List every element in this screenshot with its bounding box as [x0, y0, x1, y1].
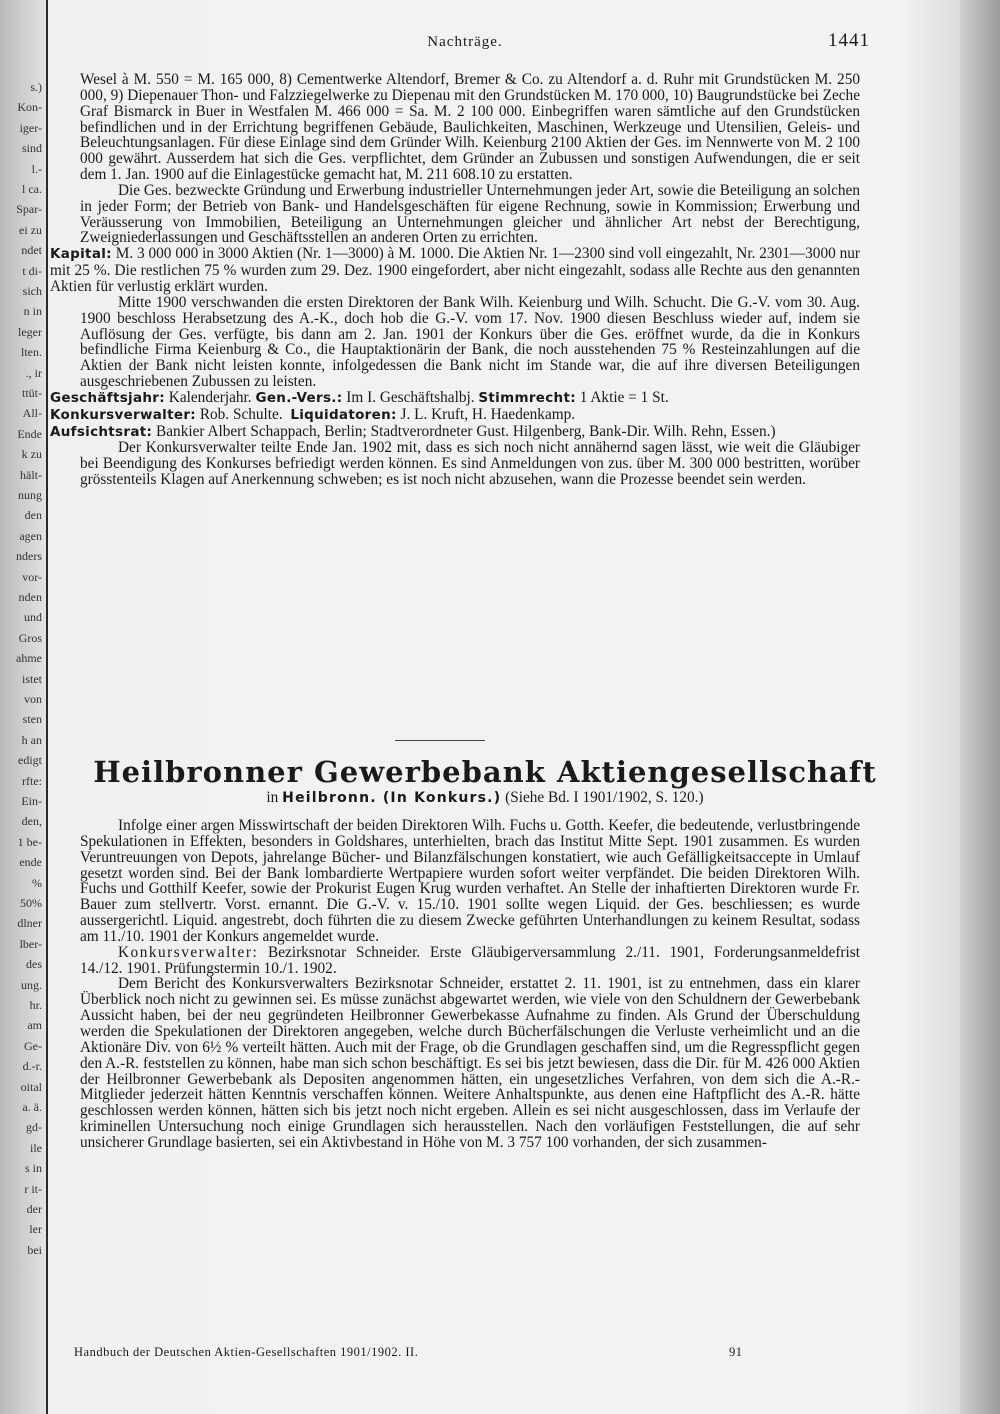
paragraph: Mitte 1900 verschwanden die ersten Direktoren der Bank Wilh. Keienburg und Wilh. Schucht. Die G.-V. vom 30. Aug. 1900 beschloss Herabsetzung des A.-K., doch hob die G.-V. vom 17. Nov. 1900 diesen Beschluss wieder auf, indem sie Auflösung der Ges. verfügte, bis dann am 2. Jan. 1901 der Konkurs über die Ges. eröffnet wurde, da die in Konkurs befindliche Firma Keienburg & Co., die Hauptaktionärin der Bank, die noch ausstehenden 75 % Resteinzahlungen auf die Aktien der Bank nicht leisten konnte, infolgedessen die Bank nicht im Stande war, die auf ihre diversen Beteiligungen ausgeschriebenen Zubussen zu leisten. [80, 293, 860, 391]
st-text: 1 Aktie = 1 St. [579, 388, 669, 406]
entry-title: Heilbronner Gewerbebank Aktiengesellschaft [93, 755, 877, 789]
margin-fragment: agen [19, 528, 42, 543]
margin-fragment: den, [21, 814, 42, 829]
margin-fragment: % [32, 875, 42, 890]
margin-fragment: edigt [18, 753, 42, 768]
margin-fragment: n in [23, 304, 42, 319]
margin-fragment: k zu [21, 447, 42, 462]
page-header [60, 30, 870, 60]
margin-fragment: 50% [20, 896, 42, 910]
margin-fragment: rfte: [22, 773, 42, 788]
paragraph: Infolge einer argen Misswirtschaft der beiden Direktoren Wilh. Fuchs u. Gotth. Keefer, die bedeutende, verlustbringende Spekulationen in Effekten, besonders in Goldshares, unterhielten, brach das Institut Mitte Sept. 1901 zusammen. Es wurden Veruntreuungen von Depots, jahrelange Bücher- und Bilanzfälschungen konstatiert, wie auch Gefälligkeitsaccepte in Umlauf gesetzt worden sind. Bei der Bank lombardierte Wertpapiere wurden sofort weiter verpfändet. Die beiden Direktoren Wilh. Fuchs und Gotthilf Keefer, sowie der Prokurist Eugen Krug wurden verhaftet. An Stelle der inhaftierten Direktoren wurde Fr. Bauer zum stellvertr. Vorst. ernannt. Die G.-V. v. 15./10. 1901 sollte wegen Liquid. der Ges. beschliessen; es wurde aussergerichtl. Liquid. angestrebt, doch führten die zu diesem Zwecke geführten Unterhandlungen zu keinem Resultat, sodass am 11./10. 1901 der Konkurs angemeldet wurde. [80, 817, 860, 945]
margin-fragment: und [24, 610, 42, 625]
margin-fragment: Ende [17, 426, 42, 441]
margin-fragment: a. ä. [22, 1100, 42, 1114]
margin-fragment: oital [20, 1079, 42, 1094]
kv-label: Konkursverwalter: [118, 943, 259, 961]
margin-fragment: All- [22, 406, 42, 421]
margin-fragment: istet [22, 671, 42, 686]
kapital-label: Kapital: [50, 246, 112, 263]
margin-fragment: ende [19, 855, 42, 870]
margin-fragment: t di- [22, 263, 42, 278]
margin-fragment: vor- [22, 569, 42, 584]
margin-fragment: nden [18, 590, 42, 604]
gj-label: Geschäftsjahr: [50, 389, 165, 406]
margin-fragment: d.-r. [22, 1059, 42, 1074]
paragraph: Wesel à M. 550 = M. 165 000, 8) Cementwerke Altendorf, Bremer & Co. zu Altendorf a. d. Ruhr mit Grundstücken M. 250 000, 9) Diepenauer Thon- und Falzziegelwerke zu Diepenau mit den Grundstücken M. 170 000, 10) Baugrundstücke bei Zeche Graf Bismarck in Buer in Westfalen M. 466 000 = Sa. M. 2 100 000. Einbegriffen waren sämtliche auf den Grundstücken befindlichen und in der Errichtung begriffenen Gebäude, Baulichkeiten, Maschinen, Werkzeuge und Utensilien, Geleis- und Beleuchtungsanlagen. Für diese Einlage sind dem Gründer Wilh. Keienburg 2100 Aktien der Ges. im Nennwerte von M. 2 100 000 gewährt. Ausserdem hat sich die Ges. verpflichtet, dem Gründer an Zubussen und sonstigen Aufwendungen, die er seit dem 1. Jan. 1900 auf die Einlagestücke gemacht hat, M. 211 608.10 zu erstatten. [80, 71, 860, 184]
gv-label: Gen.-Vers.: [255, 389, 343, 406]
entry-body [80, 818, 860, 1151]
paragraph: Der Konkursverwalter teilte Ende Jan. 1902 mit, dass es sich noch nicht annähernd sagen lässt, wie weit die Gläubiger bei Beendigung des Konkurses befriedigt werden können. Es sind Anmeldungen von zus. über M. 300 000 bestritten, worüber grösstenteils Klagen auf Anerkennung schweben; es ist noch nicht abzusehen, wann die Prozesse beendet sein werden. [80, 439, 860, 489]
margin-fragment: nung [18, 488, 42, 502]
section-divider [395, 740, 485, 741]
lq-text: J. L. Kruft, H. Haedenkamp. [400, 405, 576, 423]
right-edge [960, 0, 1000, 1414]
entry-city: Heilbronn. (In Konkurs.) [282, 790, 502, 806]
kapital-text: M. 3 000 000 in 3000 Aktien (Nr. 1—3000) à M. 1000. Die Aktien Nr. 1—2300 sind voll eingezahlt, Nr. 2301—3000 nur mit 25 %. Die restlichen 75 % wurden zum 29. Dez. 1900 eingefordert, aber nicht eingezahlt, sodass alle Rechte aus den genannten Aktien für verlustig erklärt wurden. [50, 245, 860, 295]
page-footer [74, 1345, 774, 1360]
margin-fragment: Ein- [21, 794, 42, 808]
margin-fragment: den [24, 508, 42, 523]
entry-reference: (Siehe Bd. I 1901/1902, S. 120.) [505, 789, 704, 806]
margin-fragment: 1 be- [17, 834, 42, 849]
margin-fragment: ung. [21, 977, 42, 992]
margin-fragment: iger- [19, 120, 42, 135]
kapital-line [50, 246, 860, 295]
margin-fragment: lten. [21, 345, 42, 360]
margin-fragment: s in [24, 1161, 42, 1176]
kv-text: Rob. Schulte. [199, 405, 283, 423]
margin-fragment: Ge- [24, 1038, 42, 1053]
margin-fragment: ile [30, 1140, 42, 1155]
margin-fragment: ttüt- [22, 386, 42, 400]
kv-text: Bezirksnotar Schneider. Erste Gläubigerversammlung 2./11. 1901, Forderungsanmeldefrist 14./12. 1901. Prüfungstermin 10./1. 1902. [80, 943, 860, 977]
margin-fragment: Kon- [17, 100, 42, 115]
margin-fragment: hr. [29, 998, 42, 1012]
footer-book-title: Handbuch der Deutschen Aktien-Gesellschaften 1901/1902. II. [74, 1345, 419, 1359]
previous-entry [50, 71, 860, 489]
margin-fragment: r it- [24, 1181, 42, 1196]
margin-fragment: des [26, 957, 42, 972]
gv-text: Im I. Geschäftshalbj. [346, 388, 475, 406]
margin-fragment: bei [27, 1242, 42, 1257]
margin-fragment: sten [22, 712, 42, 727]
margin-fragment: dlner [17, 916, 42, 931]
margin-fragment: am [27, 1018, 42, 1033]
gj-text: Kalenderjahr. [168, 388, 252, 406]
officials-line [50, 407, 860, 424]
margin-fragment: nders [16, 549, 42, 564]
paragraph: Dem Bericht des Konkursverwalters Bezirksnotar Schneider, erstattet 2. 11. 1901, ist zu entnehmen, dass ein klarer Überblick noch nicht zu gewinnen sei. Es müsse zunächst abgewartet werden, wie viele von den Schuldnern der Gewerbebank Aussicht haben, bei der neu gegründeten Heilbronner Gewerbekasse Aufnahme zu finden. Als Grund der Überschuldung werden die Spekulationen der Direktoren angegeben, welche durch Bücherfälschungen die Verluste verheimlicht und an die Aktionäre Div. von 6½ % verteilt hätten. Auch mit der Frage, ob die Grundlagen geschaffen sind, um die Regresspflicht gegen den A.-R. feststellen zu können, habe man sich schon beschäftigt. Es sei bis jetzt bewiesen, dass die Dir. für M. 426 000 Aktien der Heilbronner Gewerbebank als Depositen angenommen hätten, ein ungesetzliches Verfahren, von dem sich die A.-R.-Mitglieder jederzeit hätten Kenntnis verschaffen können. Weitere Anhaltspunkte, aus denen eine Haftpflicht des A.-R. hätte geschlossen werden können, hätten sich bis jetzt noch nicht ergeben. Allein es sei nicht ausgeschlossen, dass im Verlaufe der kriminellen Untersuchung noch einige Grundlagen sich herausstellen. Nach den vorläufigen Feststellungen, die auf sehr unsicherer Grundlage basierten, sei ein Aktivbestand in Höhe von M. 3 757 100 vorhanden, der sich zusammen- [80, 975, 860, 1151]
margin-fragment: hält- [20, 467, 42, 482]
sheet-number: 91 [729, 1345, 743, 1359]
margin-fragment: ahme [16, 651, 42, 666]
in-word: in [266, 789, 279, 806]
margin-fragment: l ca. [22, 182, 42, 196]
margin-fragment: ler [29, 1222, 42, 1237]
margin-fragment: sind [21, 141, 42, 156]
margin-fragment: Gros [18, 630, 42, 645]
margin-fragment: s.) [30, 80, 42, 94]
facts-line [50, 390, 860, 407]
kv-label: Konkursverwalter: [50, 406, 196, 423]
running-title: Nachträge. [427, 34, 503, 50]
margin-fragment: der [26, 1202, 42, 1216]
margin-fragment: von [24, 692, 42, 706]
st-label: Stimmrecht: [478, 389, 576, 406]
margin-fragment: l.- [31, 161, 42, 176]
margin-fragment: ei zu [19, 222, 42, 237]
ar-label: Aufsichtsrat: [50, 423, 153, 440]
margin-fragment: Spar- [16, 202, 42, 217]
margin-fragment: ndet [21, 243, 42, 258]
board-line [50, 424, 860, 441]
margin-fragment: leger [18, 324, 42, 339]
margin-fragment: h an [21, 732, 42, 747]
entry-subtitle [60, 789, 910, 807]
paragraph: Die Ges. bezweckte Gründung und Erwerbung industrieller Unternehmungen jeder Art, sowie die Beteiligung an solchen in jeder Form; der Betrieb von Bank- und Handelsgeschäften für eigene Rechnung, sowie in Kommission; Erwerbung und Veräusserung von Immobilien, Beteiligung an Unternehmungen gleicher und ähnlicher Art nebst der Berechtigung, Zweigniederlassungen und Geschäftsstellen an anderen Orten zu errichten. [80, 181, 860, 247]
kv-paragraph [80, 945, 860, 977]
margin-fragment: gd- [26, 1120, 42, 1135]
page-number: 1441 [828, 30, 870, 51]
margin-fragment: lber- [19, 936, 42, 951]
ar-text: Bankier Albert Schappach, Berlin; Stadtverordneter Gust. Hilgenberg, Bank-Dir. Wilh. Rehn, Essen.) [156, 422, 776, 440]
margin-fragment: sich [22, 284, 42, 298]
lq-label: Liquidatoren: [290, 406, 397, 423]
margin-fragment: ., ir [25, 365, 42, 380]
